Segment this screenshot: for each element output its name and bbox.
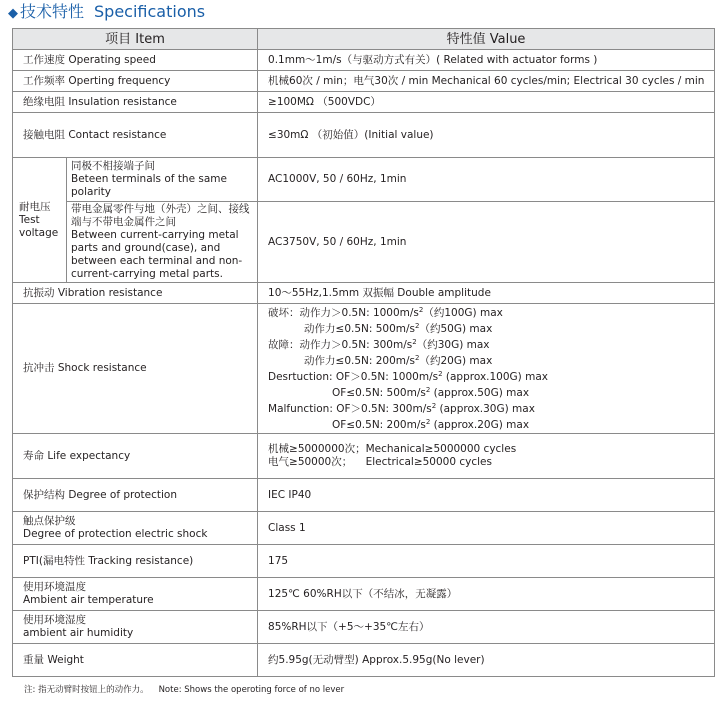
- table-row: [13, 113, 715, 158]
- voltage-sub1-label: [67, 158, 258, 202]
- voltage-sub1-value: AC1000V, 50 / 60Hz, 1min: [258, 158, 715, 202]
- header-item: 项目 Item: [13, 29, 258, 50]
- superscript: 2: [415, 321, 420, 330]
- footnote: [24, 683, 344, 695]
- shock-line: 动作力＞0.5N: 300m/s: [299, 338, 413, 351]
- voltage-label-en1: Test: [19, 213, 40, 226]
- voltage-label: [13, 158, 67, 283]
- table-row: [13, 434, 715, 479]
- superscript: 2: [438, 369, 443, 378]
- label-line: Ambient air temperature: [23, 594, 154, 606]
- shock-line: (approx.30G) max: [436, 402, 535, 415]
- shock-line: （约100G) max: [423, 306, 503, 319]
- voltage-sub2-cn: 带电金属零件与地（外壳）之间、接线端与不带电金属件之间: [71, 203, 250, 228]
- diamond-icon: ◆: [8, 6, 18, 21]
- footnote-cn: 注: 指无动臂时按钮上的动作力。: [24, 685, 149, 695]
- pti-value: 175: [258, 545, 715, 578]
- weight-value: 约5.95g(无动臂型) Approx.5.95g(No lever): [258, 644, 715, 677]
- superscript: 2: [425, 417, 431, 426]
- frequency-label: 工作频率 Operting frequency: [13, 71, 258, 92]
- voltage-sub2-label: [67, 202, 258, 283]
- shock-cn-destruction: 破坏：: [268, 306, 300, 319]
- shock-line: OF＞0.5N: 300m/s: [336, 402, 432, 415]
- title-cn: 技术特性: [20, 2, 85, 21]
- header-value: 特性值 Value: [258, 29, 715, 50]
- humidity-value: 85%RH以下（+5～+35℃左右）: [258, 611, 715, 644]
- contact-label: 接触电阻 Contact resistance: [13, 113, 258, 158]
- shock-line: OF＞0.5N: 1000m/s: [335, 370, 439, 383]
- life-value: [258, 434, 715, 479]
- table-row: [13, 158, 715, 202]
- page-title: [8, 0, 205, 24]
- label-line: 使用环境温度: [23, 581, 86, 593]
- table-row: [13, 71, 715, 92]
- shock-line: 动作力＞0.5N: 1000m/s: [299, 306, 419, 319]
- shock-en-destruction: Desrtuction:: [268, 370, 333, 383]
- temp-value: 125℃ 60%RH以下（不结冰，无凝露）: [258, 578, 715, 611]
- insulation-label: 绝缘电阻 Insulation resistance: [13, 92, 258, 113]
- footnote-en: Note: Shows the operoting force of no lever: [158, 685, 345, 695]
- voltage-sub1-cn: 同极不相接端子间: [71, 160, 155, 172]
- protection-value: IEC IP40: [258, 479, 715, 512]
- table-row: [13, 304, 715, 434]
- label-line: 使用环境湿度: [23, 614, 86, 626]
- humidity-label: [13, 611, 258, 644]
- superscript: 2: [412, 337, 417, 346]
- table-row: [13, 578, 715, 611]
- table-row: [13, 545, 715, 578]
- vibration-value: 10～55Hz,1.5mm 双振幅 Double amplitude: [258, 283, 715, 304]
- shock-label: 抗冲击 Shock resistance: [13, 304, 258, 434]
- label-line: 触点保护级: [23, 515, 76, 527]
- shock-line: （约50G) max: [419, 322, 493, 335]
- shock-line: 动作力≤0.5N: 500m/s: [304, 322, 416, 335]
- table-row: [13, 92, 715, 113]
- spec-table: [12, 28, 715, 677]
- shock-line: （约20G) max: [419, 354, 493, 367]
- superscript: 2: [431, 401, 437, 410]
- weight-label: 重量 Weight: [13, 644, 258, 677]
- table-row: [13, 644, 715, 677]
- frequency-value: 机械60次 / min；电气30次 / min Mechanical 60 cycles/min; Electrical 30 cycles / min: [258, 71, 715, 92]
- voltage-label-en2: voltage: [19, 226, 59, 239]
- table-row: [13, 611, 715, 644]
- voltage-sub2-en: Between current-carrying metal parts and ground(case), and between each terminal and non-current-carrying metal parts.: [71, 229, 243, 280]
- shock-line: (approx.100G) max: [442, 370, 548, 383]
- shockprot-value: Class 1: [258, 512, 715, 545]
- superscript: 2: [415, 353, 420, 362]
- label-line: ambient air humidity: [23, 627, 134, 639]
- title-en: Specifications: [94, 2, 206, 21]
- table-row: [13, 512, 715, 545]
- table-row: [13, 50, 715, 71]
- speed-value: 0.1mm～1m/s（与驱动方式有关）( Related with actuator forms ): [258, 50, 715, 71]
- contact-value: ≤30mΩ （初始值）(Initial value): [258, 113, 715, 158]
- temp-label: [13, 578, 258, 611]
- protection-label: 保护结构 Degree of protection: [13, 479, 258, 512]
- shock-line: (approx.50G) max: [430, 386, 530, 399]
- shock-line: 动作力≤0.5N: 200m/s: [304, 354, 416, 367]
- life-label: 寿命 Life expectancy: [13, 434, 258, 479]
- voltage-sub1-en: Beteen terminals of the same polarity: [71, 173, 227, 198]
- shock-line: (approx.20G) max: [430, 418, 530, 431]
- shock-line: （约30G) max: [416, 338, 490, 351]
- shockprot-label: [13, 512, 258, 545]
- header-row: [13, 29, 715, 50]
- pti-label: PTI(漏电特性 Tracking resistance): [13, 545, 258, 578]
- shock-line: OF≤0.5N: 500m/s: [332, 386, 426, 399]
- superscript: 2: [418, 305, 424, 314]
- table-row: [13, 202, 715, 283]
- voltage-label-cn: 耐电压: [19, 200, 51, 213]
- shock-line: OF≤0.5N: 200m/s: [332, 418, 426, 431]
- label-line: Degree of protection electric shock: [23, 528, 208, 540]
- table-row: [13, 479, 715, 512]
- life-value-line: 机械≥5000000次；Mechanical≥5000000 cycles: [268, 443, 517, 455]
- shock-cn-malfunction: 故障：: [268, 338, 300, 351]
- insulation-value: ≥100MΩ （500VDC）: [258, 92, 715, 113]
- shock-en-malfunction: Malfunction:: [268, 402, 333, 415]
- table-row: [13, 283, 715, 304]
- speed-label: 工作速度 Operating speed: [13, 50, 258, 71]
- superscript: 2: [425, 385, 431, 394]
- life-value-line: 电气≥50000次； Electrical≥50000 cycles: [268, 456, 492, 468]
- vibration-label: 抗振动 Vibration resistance: [13, 283, 258, 304]
- shock-value: [258, 304, 715, 434]
- voltage-sub2-value: AC3750V, 50 / 60Hz, 1min: [258, 202, 715, 283]
